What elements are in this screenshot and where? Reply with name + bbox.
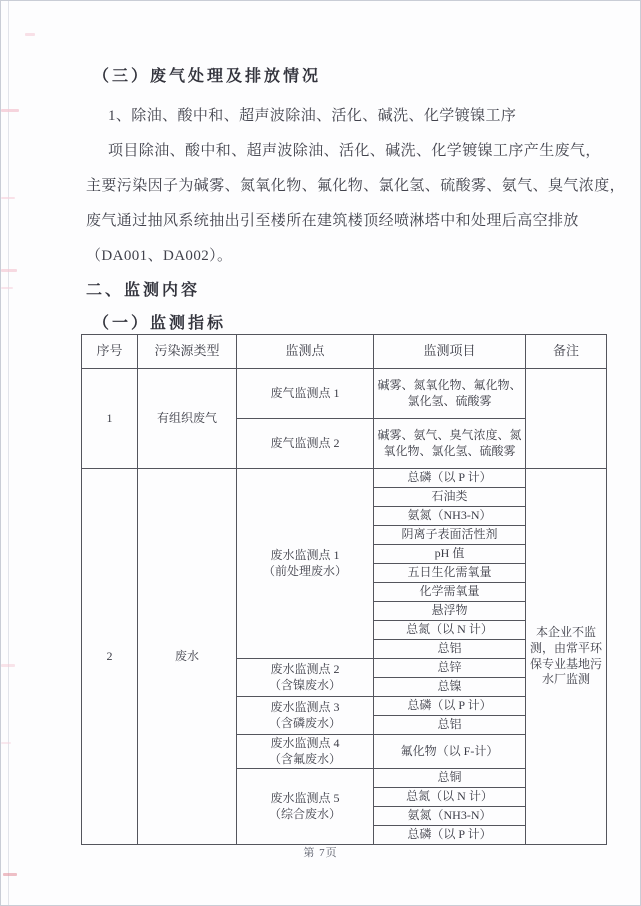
water-point-sub: （前处理废水） xyxy=(262,563,347,578)
cell-water-item: 化学需氧量 xyxy=(374,583,526,602)
cell-source-gas: 有组织废气 xyxy=(138,369,237,469)
water-point-sub: （含氟废水） xyxy=(268,751,341,766)
cell-seq-2: 2 xyxy=(82,469,138,845)
cell-gas-point-2: 废气监测点 2 xyxy=(237,419,374,469)
scan-mark xyxy=(1,197,15,199)
section-heading-monitoring-content: 二、监测内容 xyxy=(86,282,201,299)
cell-water-item: 总铜 xyxy=(374,769,526,788)
scan-mark xyxy=(1,742,11,744)
header-monitoring-items: 监测项目 xyxy=(374,335,526,369)
scan-mark xyxy=(3,873,17,876)
scan-mark xyxy=(1,109,19,112)
cell-water-item: 总磷（以 P 计） xyxy=(374,826,526,845)
cell-water-item: 总镍 xyxy=(374,678,526,697)
water-point-name: 废水监测点 3 xyxy=(270,699,340,714)
water-point-name: 废水监测点 1 xyxy=(270,547,340,562)
paragraph-line: 废气通过抽风系统抽出引至楼所在建筑楼顶经喷淋塔中和处理后高空排放 xyxy=(86,213,579,229)
scan-mark xyxy=(1,269,17,272)
header-remarks: 备注 xyxy=(526,335,607,369)
cell-water-item: 总铝 xyxy=(374,640,526,659)
cell-water-point-5 xyxy=(237,769,374,845)
header-pollution-source-type: 污染源类型 xyxy=(138,335,237,369)
table-row xyxy=(82,369,607,419)
cell-water-item: 总氮（以 N 计） xyxy=(374,621,526,640)
cell-water-item: 氨氮（NH3-N） xyxy=(374,507,526,526)
cell-water-point-2 xyxy=(237,659,374,697)
water-point-sub: （含镍废水） xyxy=(268,677,341,692)
cell-water-point-4 xyxy=(237,735,374,769)
water-point-name: 废水监测点 2 xyxy=(270,661,340,676)
water-point-name: 废水监测点 5 xyxy=(270,791,340,806)
section-heading-waste-gas: （三）废气处理及排放情况 xyxy=(93,68,322,85)
cell-water-item: 悬浮物 xyxy=(374,602,526,621)
cell-water-item: 总磷（以 P 计） xyxy=(374,697,526,716)
paragraph-line: 主要污染因子为碱雾、氮氧化物、氟化物、氯化氢、硫酸雾、氨气、臭气浓度， xyxy=(86,178,626,194)
cell-water-item: 总锌 xyxy=(374,659,526,678)
cell-water-item: 氨氮（NH3-N） xyxy=(374,807,526,826)
cell-water-item: 总磷（以 P 计） xyxy=(374,469,526,488)
water-point-sub: （含磷废水） xyxy=(268,715,341,730)
cell-source-water: 废水 xyxy=(138,469,237,845)
paragraph-line: 1、除油、酸中和、超声波除油、活化、碱洗、化学镀镍工序 xyxy=(108,108,517,124)
table-row xyxy=(82,469,607,488)
cell-water-item: pH 值 xyxy=(374,545,526,564)
paragraph-line: （DA001、DA002）。 xyxy=(86,248,233,264)
cell-gas-items-2: 碱雾、氨气、臭气浓度、氮氧化物、氯化氢、硫酸雾 xyxy=(374,419,526,469)
cell-water-item: 总铝 xyxy=(374,716,526,735)
monitoring-indicators-table xyxy=(81,334,607,845)
scan-edge-line xyxy=(8,1,9,906)
cell-gas-point-1: 废气监测点 1 xyxy=(237,369,374,419)
cell-water-item: 五日生化需氧量 xyxy=(374,564,526,583)
table-header-row xyxy=(82,335,607,369)
scan-mark xyxy=(1,287,13,289)
cell-seq-1: 1 xyxy=(82,369,138,469)
subsection-heading-monitoring-indicators: （一）监测指标 xyxy=(93,315,227,332)
water-point-name: 废水监测点 4 xyxy=(270,736,340,750)
cell-water-point-1 xyxy=(237,469,374,659)
cell-gas-items-1: 碱雾、氮氧化物、氟化物、氯化氢、硫酸雾 xyxy=(374,369,526,419)
cell-gas-note xyxy=(526,369,607,469)
header-monitoring-point: 监测点 xyxy=(237,335,374,369)
cell-water-item: 阴离子表面活性剂 xyxy=(374,526,526,545)
page-number: 第 7页 xyxy=(303,847,338,859)
water-point-sub: （综合废水） xyxy=(268,806,341,821)
cell-water-point-3 xyxy=(237,697,374,735)
paragraph-line: 项目除油、酸中和、超声波除油、活化、碱洗、化学镀镍工序产生废气， xyxy=(108,143,601,159)
cell-water-item: 石油类 xyxy=(374,488,526,507)
cell-water-item: 氟化物（以 F-计） xyxy=(374,735,526,769)
scan-mark xyxy=(25,33,35,36)
header-seq: 序号 xyxy=(82,335,138,369)
cell-water-note: 本企业不监测，由常平环保专业基地污水厂监测 xyxy=(526,469,607,845)
scan-mark xyxy=(1,664,15,667)
cell-water-item: 总氮（以 N 计） xyxy=(374,788,526,807)
